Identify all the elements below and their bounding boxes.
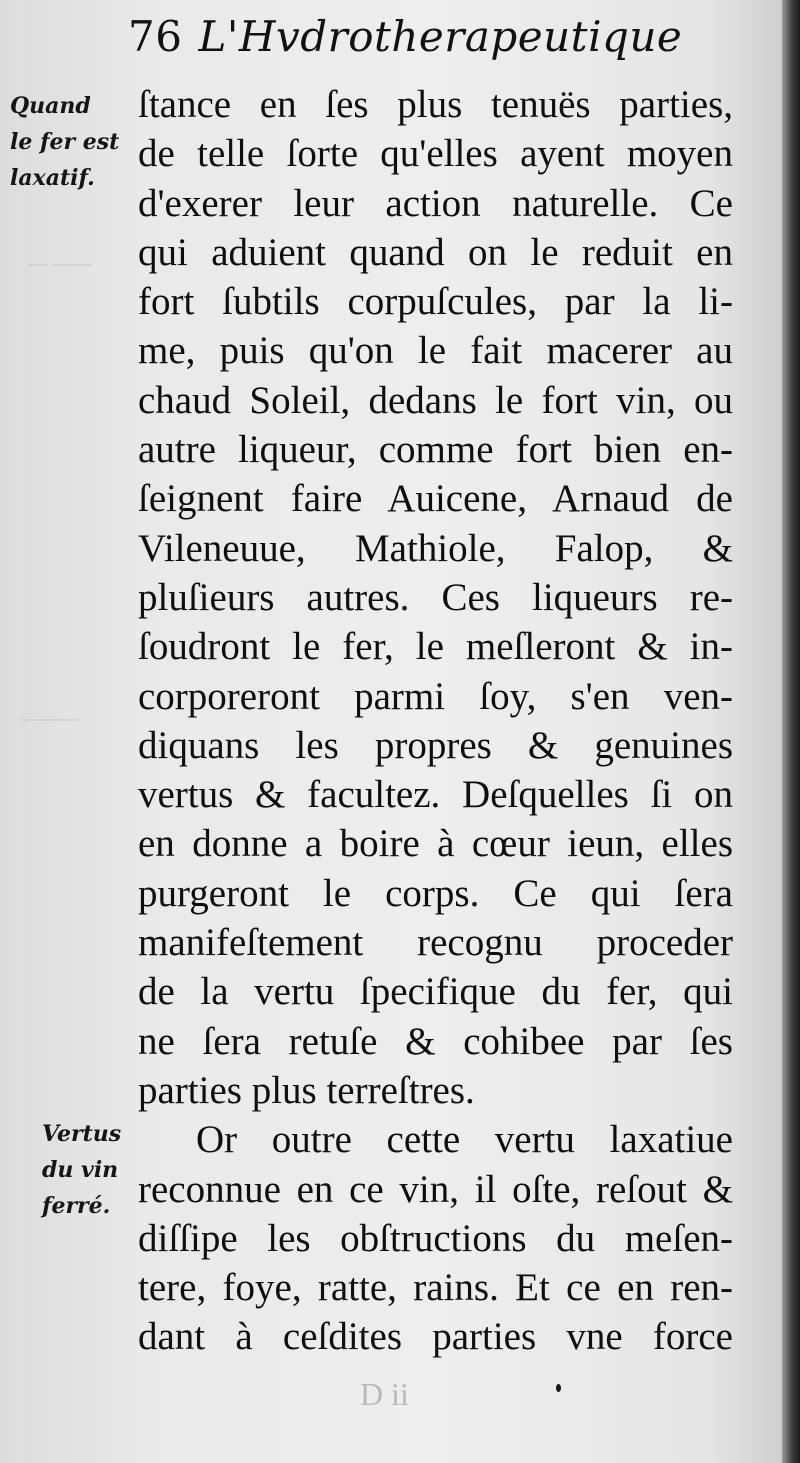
signature-mark: D ii [360,1376,409,1412]
text-line: reconnue en ce vin, il oſte, reſout & [138,1167,733,1211]
text-line: autre liqueur, comme fort bien en- [138,428,733,472]
margin-note-line: Quand [10,93,91,119]
text-line: qui aduient quand on le reduit en [138,230,733,274]
text-line: fort ſubtils corpuſcules, par la li- [138,280,733,324]
text-line: corporeront parmi ſoy, s'en ven- [138,674,733,718]
text-line: d'exerer leur action naturelle. Ce [138,181,733,225]
margin-note-vin-ferre [42,1116,121,1224]
text-line: Vileneuue, Mathiole, Falop, & [138,526,733,570]
body-text [138,80,733,1362]
margin-note-line: ferré. [42,1193,111,1219]
text-line: dant à ceſdites parties vne force [138,1315,733,1359]
text-line: ne ſera retuſe & cohibee par ſes [138,1019,733,1063]
text-line: de la vertu ſpecifique du fer, qui [138,970,733,1014]
text-line: vertus & facultez. Deſquelles ſi on [138,773,733,817]
text-line: diſſipe les obſtructions du meſen- [138,1216,733,1260]
text-line: Or outre cette vertu laxatiue [196,1118,733,1162]
text-line: purgeront le corps. Ce qui ſera [138,871,733,915]
text-line: chaud Soleil, dedans le fort vin, ou [138,378,733,422]
margin-note-laxatif [10,88,119,196]
text-line: ſtance en ſes plus tenuës parties, [138,83,733,126]
margin-note-line: laxatif. [10,165,95,191]
bleed-through-text: — —— [28,250,93,275]
text-line: ſoudront le fer, le meſleront & in- [138,625,733,669]
margin-note-line: du vin [42,1157,119,1183]
text-line: manifeſtement recognu proceder [138,921,733,965]
text-line: me, puis qu'on le fait macerer au [138,329,733,373]
text-line: ſeignent faire Auicene, Arnaud de [138,477,733,521]
text-line: en donne a boire à cœur ieun, elles [138,822,733,866]
text-line: parties plus terreſtres. [138,1068,475,1112]
page-edge-shadow [782,0,800,1463]
text-line: tere, foye, ratte, rains. Et ce en ren- [138,1266,733,1310]
bleed-through-text: ——— [20,705,79,730]
text-line: pluſieurs autres. Ces liqueurs re- [138,575,733,619]
ink-speck [556,1384,561,1392]
text-line: diquans les propres & genuines [138,723,733,767]
margin-note-line: le fer est [10,129,120,155]
page-number: 76 [128,12,183,61]
running-title: L'Hvdrotherapeutique [198,12,683,61]
margin-note-line: Vertus [42,1121,122,1147]
text-line: de telle ſorte qu'elles ayent moyen [138,132,733,176]
running-header [128,12,682,61]
